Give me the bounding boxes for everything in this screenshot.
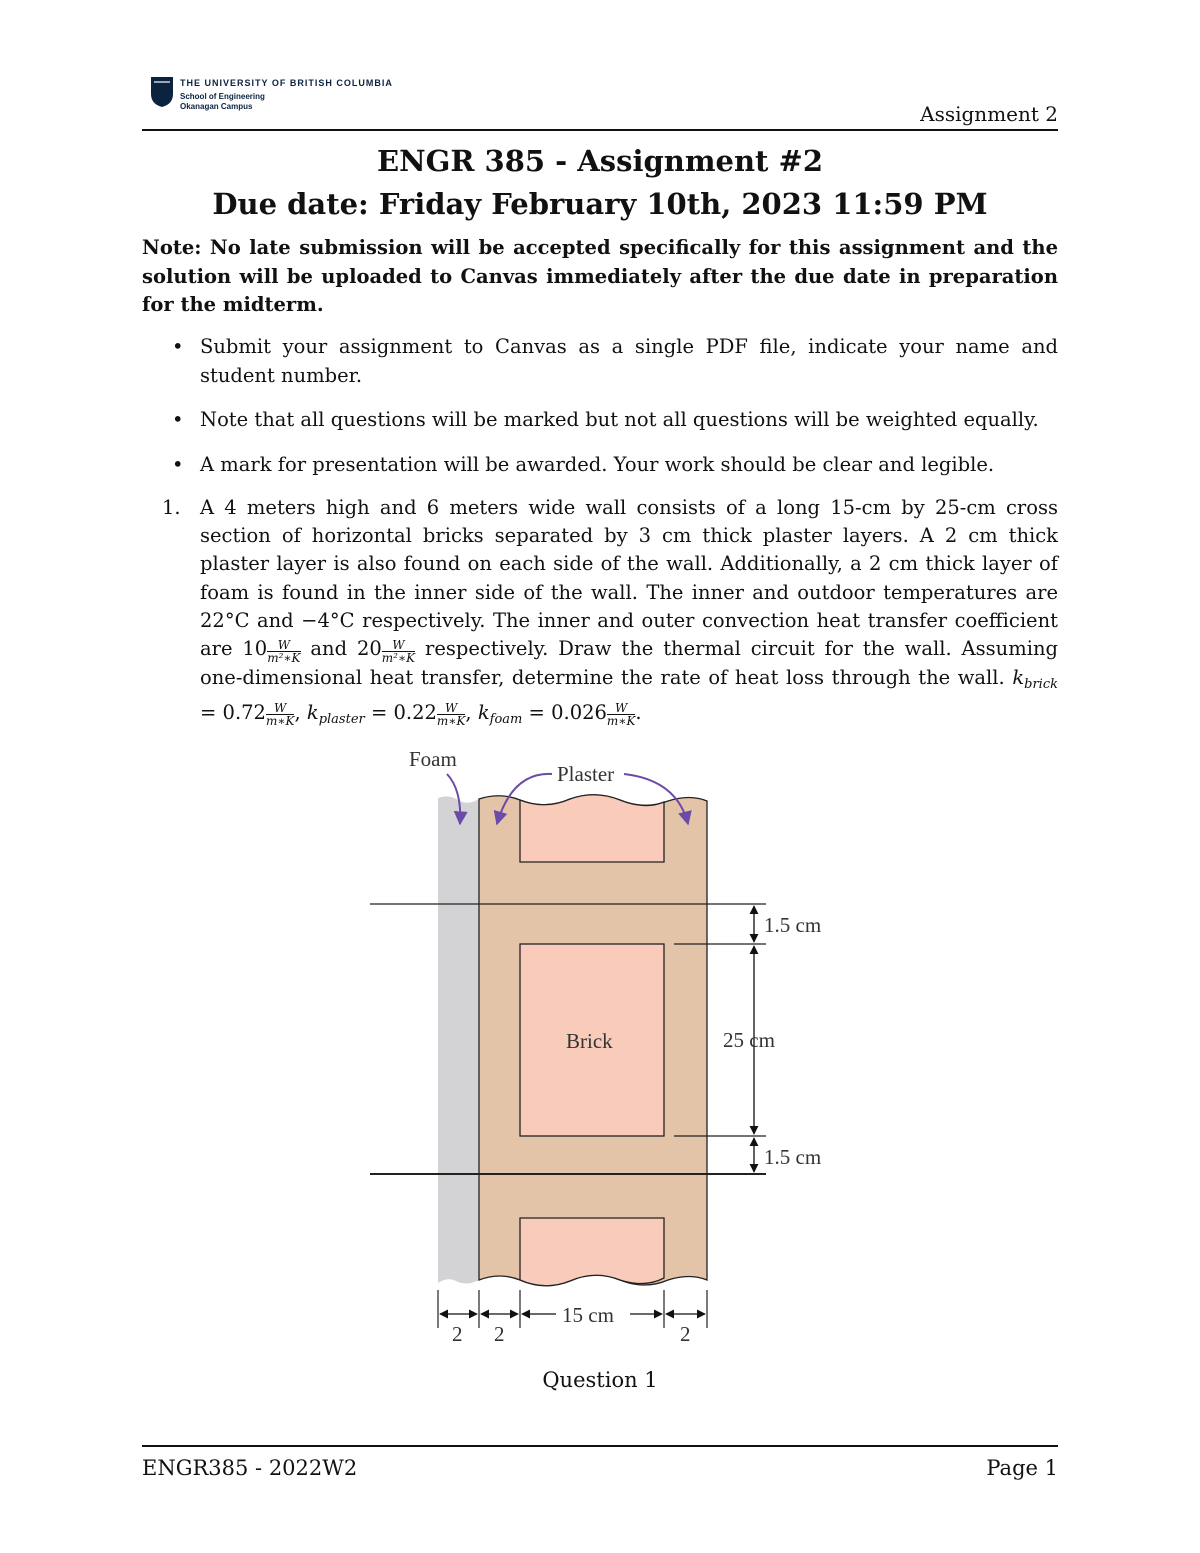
label-brick: Brick: [566, 1029, 613, 1053]
logo-university-name: THE UNIVERSITY OF BRITISH COLUMBIA: [180, 78, 393, 88]
unit-fraction: $\frac{W}{\text{m²∗K}}$: [267, 637, 301, 665]
list-item-text: A mark for presentation will be awarded. Your work should be clear and legible.: [200, 453, 995, 476]
foam-layer: [438, 796, 479, 1283]
label-dim-foam: 2: [452, 1322, 463, 1346]
question-number: 1.: [162, 496, 181, 519]
unit-fraction: $\frac{W}{m∗K}$: [606, 701, 636, 729]
logo-school-name: School of Engineering: [180, 92, 265, 101]
brick-bottom: [520, 1218, 664, 1286]
list-item-text: Note that all questions will be marked but not all questions will be weighted equally.: [200, 408, 1039, 431]
brick-top: [520, 795, 664, 862]
unit-fraction: $\frac{W}{m∗K}$: [265, 701, 295, 729]
footer-page-number: Page 1: [986, 1456, 1058, 1480]
label-foam: Foam: [409, 747, 457, 771]
footer-rule: [142, 1445, 1058, 1447]
question-text: A 4 meters high and 6 meters wide wall consists of a long 15-cm by 25-cm cross section of horizontal bricks separated by 3 cm thick plaster layers. A 2 cm thick plaster layer is also found on each side of the wall. Additionally, a 2 cm thick layer of foam is found in the inner side of the wall. The inner and outdoor temperatures are 22°C and −4°C respectively. The inner and outer convection heat transfer coefficient are 10 $\frac{W}{\text{m²∗K}}$ and 20 $\frac{W}{\text{m²∗K}}$ respectively. Draw the thermal circuit for the wall. Assuming one-dimensional heat transfer, determine the rate of heat loss through the wall. $k_{brick} = 0.72$ $\frac{W}{m∗K}$ , $k_{plaster} = 0.22$ $\frac{W}{m∗K}$ , $k_{foam} = 0.026$ $\frac{W}{m∗K}$ .: [200, 496, 1058, 729]
due-date: Due date: Friday February 10th, 2023 11:59 PM: [212, 187, 988, 221]
label-dim-plaster-outer: 2: [680, 1322, 691, 1346]
bullet-icon: •: [172, 453, 184, 476]
unit-fraction: $\frac{W}{\text{m²∗K}}$: [381, 637, 416, 665]
label-dim-bottom: 1.5 cm: [764, 1145, 822, 1169]
k-brick: $k_{brick} = 0.72$: [200, 665, 1058, 724]
label-dim-top: 1.5 cm: [764, 913, 822, 937]
figure-caption: Question 1: [542, 1368, 658, 1392]
unit-fraction: $\frac{W}{m∗K}$: [436, 701, 466, 729]
list-item-text: Submit your assignment to Canvas as a single PDF file, indicate your name and student number.: [200, 335, 1058, 387]
header-assignment-label: Assignment 2: [920, 102, 1058, 126]
label-dim-mid: 25 cm: [723, 1028, 775, 1052]
logo-campus-name: Okanagan Campus: [180, 102, 253, 111]
bullet-icon: •: [172, 408, 184, 431]
footer-course: ENGR385 - 2022W2: [142, 1456, 358, 1480]
label-dim-width: 15 cm: [562, 1303, 614, 1327]
late-submission-note: Note: No late submission will be accepted specifically for this assignment and the solution will be uploaded to Canvas immediately after the due date in preparation for the midterm.: [142, 236, 1058, 316]
k-foam: $k_{foam} = 0.026$: [477, 700, 607, 727]
k-plaster: $k_{plaster} = 0.22$: [306, 700, 437, 727]
page-title: ENGR 385 - Assignment #2: [376, 144, 824, 178]
label-plaster: Plaster: [557, 762, 615, 786]
bullet-icon: •: [172, 335, 184, 358]
label-dim-plaster-inner: 2: [494, 1322, 505, 1346]
